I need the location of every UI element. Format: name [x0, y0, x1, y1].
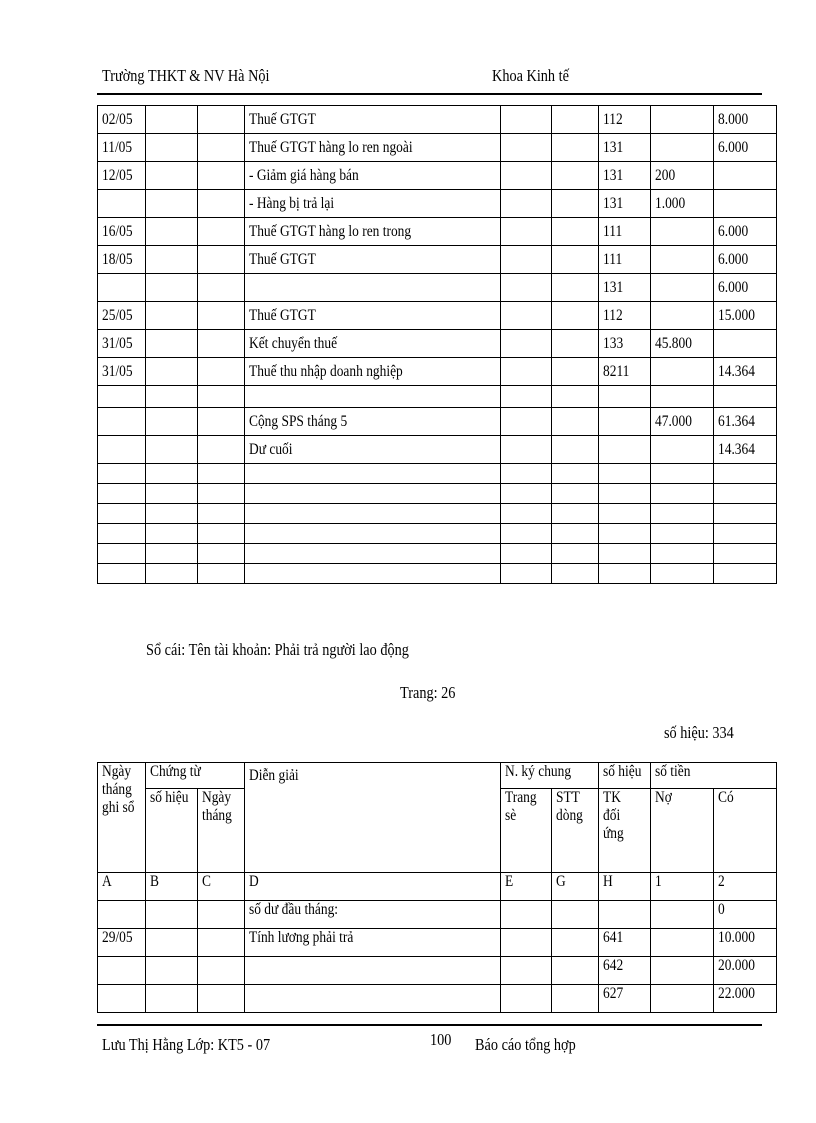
table-cell [146, 901, 198, 929]
table-cell: 11/05 [98, 134, 146, 162]
table-cell: số dư đầu tháng: [245, 901, 501, 929]
table-cell [552, 386, 599, 408]
table-cell [198, 274, 245, 302]
table-cell: Thuế GTGT hàng lo ren trong [245, 218, 501, 246]
table-row [98, 436, 777, 464]
table-cell [198, 985, 245, 1013]
column-code-row [98, 873, 777, 901]
table-row [98, 901, 777, 929]
table-cell [98, 408, 146, 436]
table-cell [552, 330, 599, 358]
table-cell: 131 [599, 274, 651, 302]
table-cell [651, 436, 714, 464]
table-cell: 111 [599, 246, 651, 274]
table-cell: 6.000 [714, 218, 777, 246]
table-cell [245, 957, 501, 985]
table-cell: 641 [599, 929, 651, 957]
table-cell: 45.800 [651, 330, 714, 358]
table-cell [552, 190, 599, 218]
table-cell [245, 985, 501, 1013]
col-journal-line-header: STT dòng [552, 789, 599, 873]
table-cell [714, 190, 777, 218]
table-row [98, 464, 777, 484]
table-cell [146, 386, 198, 408]
table-cell [198, 358, 245, 386]
header-school: Trường THKT & NV Hà Nội [102, 66, 270, 85]
table-cell [651, 302, 714, 330]
table-cell [651, 929, 714, 957]
table-cell: Cộng SPS tháng 5 [245, 408, 501, 436]
table-cell: 16/05 [98, 218, 146, 246]
table-cell: 15.000 [714, 302, 777, 330]
table-cell: 112 [599, 106, 651, 134]
table-cell [146, 162, 198, 190]
table-row [98, 134, 777, 162]
header-rule [97, 93, 762, 95]
table-cell [501, 957, 552, 985]
table-row [98, 386, 777, 408]
table-row [98, 484, 777, 504]
ledger-table-body [98, 106, 777, 584]
table-cell: 47.000 [651, 408, 714, 436]
table-row [98, 190, 777, 218]
col-account-header: số hiệu [599, 763, 651, 789]
table-cell: H [599, 873, 651, 901]
table-cell [146, 106, 198, 134]
table-row [98, 246, 777, 274]
table-cell [146, 246, 198, 274]
ledger-page: Trang: 26 [400, 683, 456, 702]
table-row [98, 929, 777, 957]
col-journal-header: N. ký chung [501, 763, 599, 789]
table-cell: 131 [599, 190, 651, 218]
table-cell [198, 246, 245, 274]
table-cell [651, 957, 714, 985]
table-cell: 20.000 [714, 957, 777, 985]
ledger-account-code: số hiệu: 334 [664, 723, 734, 742]
table-cell [198, 901, 245, 929]
table-cell [198, 330, 245, 358]
table-cell [198, 190, 245, 218]
table-cell: 0 [714, 901, 777, 929]
header-department: Khoa Kinh tế [492, 66, 569, 85]
ledger-title: Sổ cái: Tên tài khoản: Phải trả người lao động [146, 640, 409, 659]
table-cell: 61.364 [714, 408, 777, 436]
table-cell [501, 929, 552, 957]
table-cell: 133 [599, 330, 651, 358]
table-cell: Thuế GTGT [245, 246, 501, 274]
table-cell [501, 358, 552, 386]
table-cell [146, 302, 198, 330]
table-cell: 22.000 [714, 985, 777, 1013]
table-cell [552, 302, 599, 330]
table-cell [98, 901, 146, 929]
table-cell [714, 330, 777, 358]
table-cell: Dư cuối [245, 436, 501, 464]
table-cell [198, 408, 245, 436]
table-cell [501, 408, 552, 436]
table-cell [651, 901, 714, 929]
table-cell: 627 [599, 985, 651, 1013]
table-cell [501, 386, 552, 408]
table-cell: 112 [599, 302, 651, 330]
table-cell [146, 134, 198, 162]
table-cell [552, 162, 599, 190]
table-cell: 25/05 [98, 302, 146, 330]
table-cell: 131 [599, 162, 651, 190]
footer-author: Lưu Thị Hằng Lớp: KT5 - 07 [102, 1035, 271, 1054]
table-row [98, 564, 777, 584]
ledger-table-header [98, 763, 777, 873]
table-cell [599, 901, 651, 929]
table-cell [146, 274, 198, 302]
table-cell [501, 302, 552, 330]
table-cell: Thuế GTGT hàng lo ren ngoài [245, 134, 501, 162]
table-cell: 29/05 [98, 929, 146, 957]
table-cell: Thuế GTGT [245, 302, 501, 330]
table-cell [552, 218, 599, 246]
table-cell [552, 957, 599, 985]
table-row [98, 985, 777, 1013]
table-cell: 6.000 [714, 134, 777, 162]
table-cell: 8211 [599, 358, 651, 386]
table-cell [146, 436, 198, 464]
table-cell: Thuế thu nhập doanh nghiệp [245, 358, 501, 386]
footer-rule [97, 1024, 762, 1026]
table-cell: 14.364 [714, 358, 777, 386]
table-cell [146, 358, 198, 386]
table-row [98, 544, 777, 564]
col-voucher-number-header: số hiệu [146, 789, 198, 873]
table-cell [651, 985, 714, 1013]
table-row [98, 358, 777, 386]
table-cell [146, 408, 198, 436]
table-row [98, 162, 777, 190]
footer-report-title: Báo cáo tổng hợp [475, 1035, 576, 1054]
table-cell: B [146, 873, 198, 901]
col-credit-header: Có [714, 789, 777, 873]
table-cell [651, 246, 714, 274]
table-cell [552, 358, 599, 386]
table-cell: C [198, 873, 245, 901]
table-cell [651, 106, 714, 134]
col-contra-account-header: TK đối ứng [599, 789, 651, 873]
table-row [98, 504, 777, 524]
table-cell [501, 106, 552, 134]
table-cell: G [552, 873, 599, 901]
table-cell [552, 106, 599, 134]
table-cell: 12/05 [98, 162, 146, 190]
table-row [98, 274, 777, 302]
table-cell [146, 330, 198, 358]
table-cell [146, 929, 198, 957]
table-row [98, 330, 777, 358]
table-cell [651, 386, 714, 408]
table-cell [599, 408, 651, 436]
table-cell [552, 436, 599, 464]
table-cell [501, 274, 552, 302]
table-cell [651, 218, 714, 246]
col-description-header: Diễn giải [245, 763, 501, 873]
col-journal-page-header: Trang sè [501, 789, 552, 873]
table-cell: 31/05 [98, 358, 146, 386]
table-cell [98, 274, 146, 302]
table-cell: 111 [599, 218, 651, 246]
table-cell [552, 408, 599, 436]
table-cell [552, 929, 599, 957]
table-cell [198, 134, 245, 162]
ledger-table-334-body [98, 873, 777, 1013]
table-cell [198, 106, 245, 134]
ledger-table-continued [97, 105, 777, 584]
table-cell [501, 330, 552, 358]
table-cell [714, 386, 777, 408]
table-cell: 642 [599, 957, 651, 985]
table-cell [599, 436, 651, 464]
table-cell [198, 302, 245, 330]
table-cell [552, 134, 599, 162]
table-cell: E [501, 873, 552, 901]
table-cell [501, 134, 552, 162]
ledger-table-334 [97, 762, 777, 1013]
table-cell [146, 218, 198, 246]
table-row [98, 408, 777, 436]
table-row [98, 218, 777, 246]
table-cell [98, 190, 146, 218]
table-row [98, 524, 777, 544]
table-cell: 8.000 [714, 106, 777, 134]
table-cell [198, 957, 245, 985]
table-cell: - Giảm giá hàng bán [245, 162, 501, 190]
table-cell: 1 [651, 873, 714, 901]
table-cell [714, 162, 777, 190]
table-cell: 6.000 [714, 246, 777, 274]
table-cell [501, 246, 552, 274]
table-cell [198, 218, 245, 246]
col-date-header: Ngày tháng ghi sổ [98, 763, 146, 873]
table-cell: 02/05 [98, 106, 146, 134]
table-cell [146, 190, 198, 218]
col-debit-header: Nợ [651, 789, 714, 873]
table-row [98, 302, 777, 330]
table-cell [599, 386, 651, 408]
table-cell: 1.000 [651, 190, 714, 218]
table-cell: 2 [714, 873, 777, 901]
table-cell: A [98, 873, 146, 901]
table-cell [552, 901, 599, 929]
table-cell [552, 274, 599, 302]
table-cell [98, 436, 146, 464]
table-cell: D [245, 873, 501, 901]
table-cell [501, 162, 552, 190]
col-voucher-date-header: Ngày tháng [198, 789, 245, 873]
footer-page-number: 100 [430, 1030, 452, 1049]
table-cell [245, 274, 501, 302]
table-cell [552, 985, 599, 1013]
table-cell [651, 274, 714, 302]
table-cell: 31/05 [98, 330, 146, 358]
table-row [98, 957, 777, 985]
table-cell [245, 386, 501, 408]
table-cell: 14.364 [714, 436, 777, 464]
table-cell: Kết chuyển thuế [245, 330, 501, 358]
table-cell [501, 218, 552, 246]
table-cell [651, 358, 714, 386]
table-cell: 10.000 [714, 929, 777, 957]
table-cell: 200 [651, 162, 714, 190]
table-cell [198, 929, 245, 957]
table-cell: - Hàng bị trả lại [245, 190, 501, 218]
table-cell [501, 985, 552, 1013]
table-cell [146, 957, 198, 985]
table-cell [501, 436, 552, 464]
table-cell: 6.000 [714, 274, 777, 302]
table-cell [552, 246, 599, 274]
table-cell [98, 386, 146, 408]
col-voucher-header: Chứng từ [146, 763, 245, 789]
table-cell: Thuế GTGT [245, 106, 501, 134]
table-cell [146, 985, 198, 1013]
table-cell [198, 386, 245, 408]
table-cell [501, 190, 552, 218]
table-cell: 131 [599, 134, 651, 162]
table-cell [651, 134, 714, 162]
table-cell: 18/05 [98, 246, 146, 274]
table-cell [198, 162, 245, 190]
table-cell [501, 901, 552, 929]
table-cell [198, 436, 245, 464]
table-cell [98, 957, 146, 985]
table-cell: Tính lương phải trả [245, 929, 501, 957]
table-row [98, 106, 777, 134]
col-amount-header: số tiền [651, 763, 777, 789]
table-cell [98, 985, 146, 1013]
